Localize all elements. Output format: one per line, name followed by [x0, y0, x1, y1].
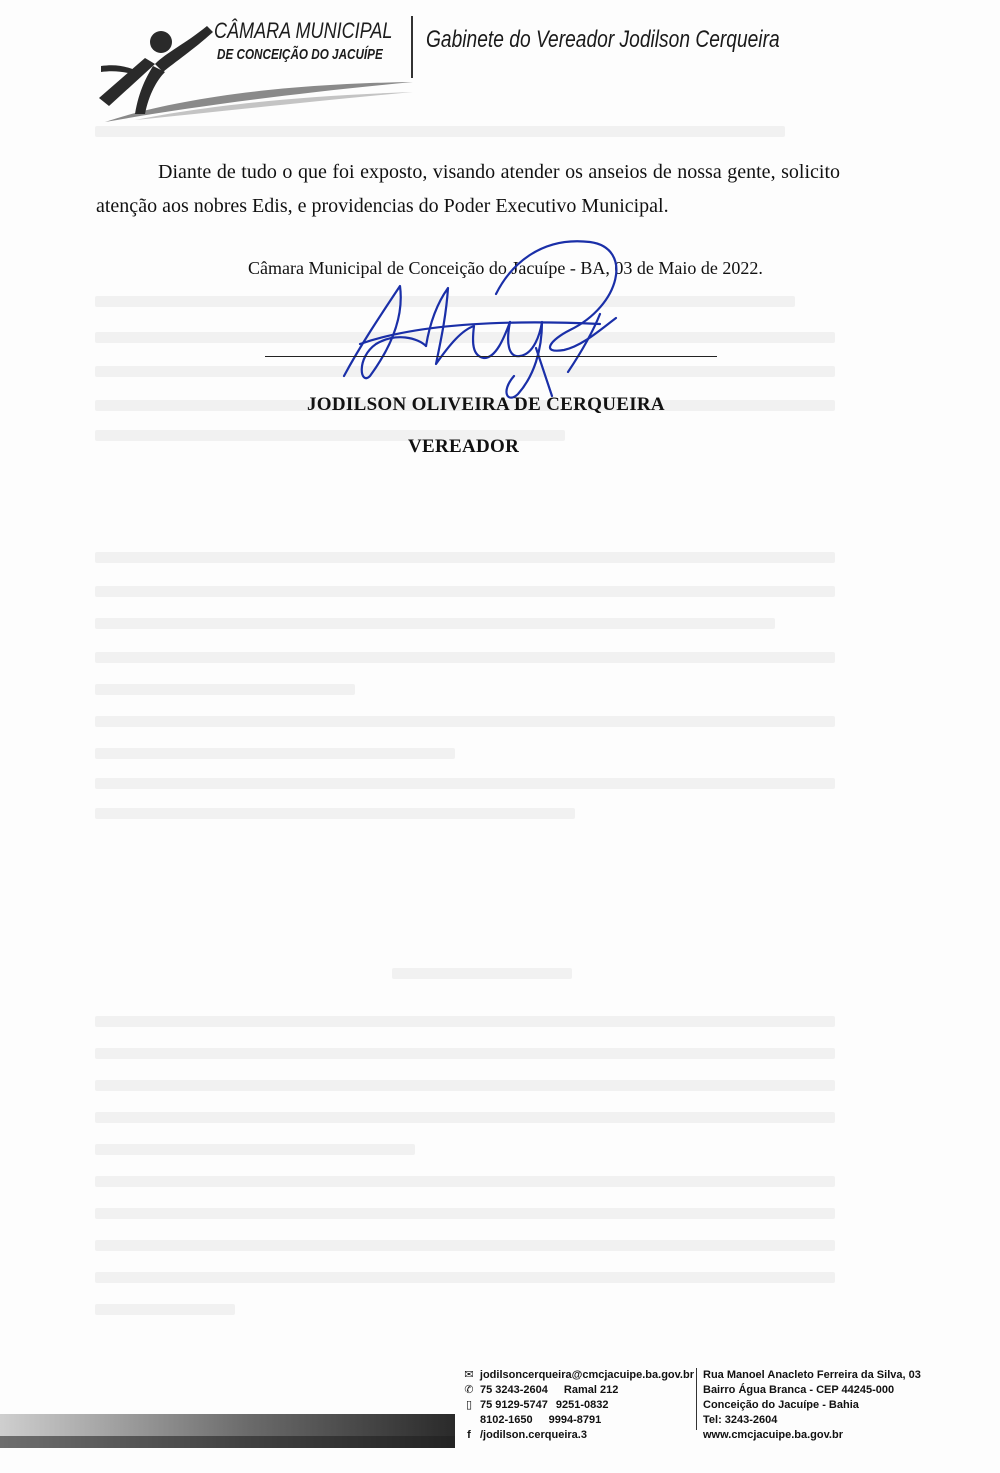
- signer-name: JODILSON OLIVEIRA DE CERQUEIRA: [307, 394, 665, 415]
- facebook-text: /jodilson.cerqueira.3: [480, 1429, 587, 1441]
- address-line-2: Bairro Água Branca - CEP 44245-000: [703, 1384, 895, 1396]
- org-name: CÂMARA MUNICIPAL: [214, 18, 393, 43]
- facebook-row: [462, 1428, 694, 1443]
- signer-role: VEREADOR: [408, 436, 520, 457]
- address-line-1: Rua Manoel Anacleto Ferreira da Silva, 03: [703, 1369, 921, 1381]
- phone-text: 75 3243-2604: [480, 1384, 548, 1396]
- facebook-icon: f: [467, 1429, 471, 1441]
- footer-gradient-band: [0, 1414, 455, 1448]
- footer-divider: [696, 1368, 697, 1430]
- mobile-icon: ▯: [465, 1399, 473, 1411]
- org-city: DE CONCEIÇÃO DO JACUÍPE: [217, 46, 383, 63]
- office-title: Gabinete do Vereador Jodilson Cerqueira: [426, 26, 780, 53]
- address-line-3: Conceição do Jacuípe - Bahia: [703, 1399, 859, 1411]
- footer-address: [703, 1368, 953, 1443]
- mobile-3-text: 8102-1650: [480, 1414, 533, 1426]
- signature-line: [265, 356, 717, 357]
- mobile-1-text: 75 9129-5747: [480, 1399, 548, 1411]
- mobile-4-text: 9994-8791: [548, 1414, 602, 1426]
- header-divider: [411, 16, 413, 78]
- mobile-row-2: [462, 1413, 694, 1428]
- extension-text: Ramal 212: [563, 1384, 619, 1396]
- website-text: www.cmcjacuipe.ba.gov.br: [703, 1429, 843, 1441]
- email-row: [462, 1368, 694, 1383]
- email-text: jodilsoncerqueira@cmcjacuipe.ba.gov.br: [479, 1369, 694, 1381]
- footer-contacts: [462, 1368, 694, 1443]
- date-line: Câmara Municipal de Conceição do Jacuípe - BA, 03 de Maio de 2022.: [248, 258, 763, 278]
- phone-icon: ✆: [464, 1384, 474, 1396]
- closing-paragraph: Diante de tudo o que foi exposto, visando atender os anseios de nossa gente, solicito atenção aos nobres Edis, e providencias do Poder Executivo Municipal.: [96, 161, 840, 217]
- envelope-icon: ✉: [464, 1369, 474, 1381]
- mobile-2-text: 9251-0832: [555, 1399, 609, 1411]
- mobile-row-1: [462, 1398, 694, 1413]
- address-line-4: Tel: 3243-2604: [703, 1414, 778, 1426]
- phone-row: [462, 1383, 694, 1398]
